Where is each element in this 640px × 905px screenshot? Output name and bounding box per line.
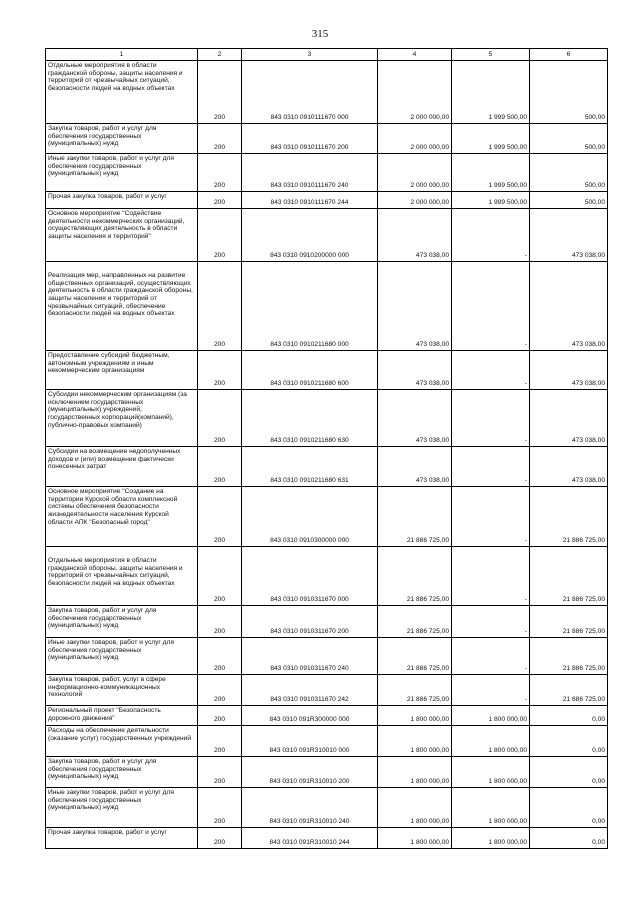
row-col4: 473 038,00: [378, 390, 452, 447]
page-number: 315: [311, 28, 329, 40]
row-col5: -: [452, 638, 530, 675]
row-col4: 2 000 000,00: [378, 192, 452, 209]
row-name: Субсидии на возмещение недополученных доходов и (или) возмещение фактически понесенных затрат: [46, 447, 198, 487]
table-row: [46, 706, 608, 726]
row-name: Прочая закупка товаров, работ и услуг: [46, 192, 198, 209]
column-header: 2: [198, 49, 242, 61]
row-code: 843 0310 0910211680 631: [242, 447, 378, 487]
table-row: [46, 606, 608, 638]
row-col2: 200: [198, 209, 242, 262]
table-row: [46, 154, 608, 192]
row-col2: 200: [198, 351, 242, 390]
row-col2: 200: [198, 487, 242, 547]
row-col2: 200: [198, 788, 242, 828]
table-row: [46, 209, 608, 262]
row-code: 843 0310 0910311670 242: [242, 675, 378, 706]
row-col5: -: [452, 390, 530, 447]
row-col5: -: [452, 351, 530, 390]
row-col4: 473 038,00: [378, 209, 452, 262]
row-name: Иные закупки товаров, работ и услуг для обеспечения государственных (муниципальных) нужд: [46, 154, 198, 192]
row-col5: -: [452, 209, 530, 262]
row-col2: 200: [198, 547, 242, 606]
table-row: [46, 390, 608, 447]
row-col5: 1 800 000,00: [452, 757, 530, 788]
table-row: [46, 828, 608, 849]
row-col4: 21 886 725,00: [378, 487, 452, 547]
row-col6: 21 886 725,00: [530, 638, 608, 675]
row-name: Основное мероприятие "Создание на территории Курской области комплексной системы обеспечения безопасности жизнедеятельности населения Курской области АПК "Безопасный город": [46, 487, 198, 547]
column-header: 1: [46, 49, 198, 61]
budget-table: [45, 48, 608, 849]
row-code: 843 0310 0910300000 000: [242, 487, 378, 547]
table-row: [46, 788, 608, 828]
table-row: [46, 124, 608, 154]
row-col4: 1 800 000,00: [378, 757, 452, 788]
row-col2: 200: [198, 124, 242, 154]
row-col6: 473 038,00: [530, 447, 608, 487]
row-col5: -: [452, 606, 530, 638]
row-col4: 21 886 725,00: [378, 638, 452, 675]
row-col5: 1 999 500,00: [452, 192, 530, 209]
row-col6: 473 038,00: [530, 390, 608, 447]
table-row: [46, 351, 608, 390]
row-name: Отдельные мероприятия в области гражданской обороны, защиты населения и территорий от чрезвычайных ситуаций, безопасности людей на водных объектах: [46, 547, 198, 606]
row-name: Закупка товаров, работ, услуг в сфере информационно-коммуникационных технологий: [46, 675, 198, 706]
table-row: [46, 447, 608, 487]
row-col5: 1 800 000,00: [452, 706, 530, 726]
column-header: 5: [452, 49, 530, 61]
row-code: 843 0310 0910200000 000: [242, 209, 378, 262]
row-col6: 500,00: [530, 61, 608, 124]
row-col2: 200: [198, 706, 242, 726]
row-code: 843 0310 0910211680 630: [242, 390, 378, 447]
row-name: Прочая закупка товаров, работ и услуг: [46, 828, 198, 849]
row-col2: 200: [198, 61, 242, 124]
row-col2: 200: [198, 726, 242, 757]
row-col4: 473 038,00: [378, 447, 452, 487]
table-row: [46, 726, 608, 757]
column-header: 3: [242, 49, 378, 61]
table-header-row: [46, 49, 608, 61]
row-name: Расходы на обеспечение деятельности (оказание услуг) государственных учреждений: [46, 726, 198, 757]
row-col6: 21 886 725,00: [530, 487, 608, 547]
row-col6: 21 886 725,00: [530, 675, 608, 706]
row-col5: 1 999 500,00: [452, 154, 530, 192]
row-col5: -: [452, 547, 530, 606]
table-row: [46, 638, 608, 675]
row-col4: 1 800 000,00: [378, 828, 452, 849]
row-code: 843 0310 0910111670 240: [242, 154, 378, 192]
row-col2: 200: [198, 828, 242, 849]
row-name: Закупка товаров, работ и услуг для обеспечения государственных (муниципальных) нужд: [46, 757, 198, 788]
row-col2: 200: [198, 447, 242, 487]
row-name: Иные закупки товаров, работ и услуг для обеспечения государственных (муниципальных) нужд: [46, 788, 198, 828]
row-col2: 200: [198, 606, 242, 638]
row-code: 843 0310 091R310010 200: [242, 757, 378, 788]
row-code: 843 0310 091R310010 000: [242, 726, 378, 757]
row-col4: 473 038,00: [378, 351, 452, 390]
row-col5: -: [452, 262, 530, 351]
row-name: Основное мероприятие "Содействие деятельности некоммерческих организаций, осуществляющих деятельность в области защиты населения и территорий": [46, 209, 198, 262]
table-row: [46, 262, 608, 351]
row-code: 843 0310 0910311670 000: [242, 547, 378, 606]
table-row: [46, 487, 608, 547]
row-col4: 2 000 000,00: [378, 61, 452, 124]
row-name: Иные закупки товаров, работ и услуг для обеспечения государственных (муниципальных) нужд: [46, 638, 198, 675]
row-code: 843 0310 091R310010 240: [242, 788, 378, 828]
row-name: Закупка товаров, работ и услуг для обеспечения государственных (муниципальных) нужд: [46, 606, 198, 638]
row-col6: 0,00: [530, 788, 608, 828]
row-code: 843 0310 0910311670 240: [242, 638, 378, 675]
row-code: 843 0310 0910111670 000: [242, 61, 378, 124]
row-col6: 21 886 725,00: [530, 547, 608, 606]
row-code: 843 0310 0910311670 200: [242, 606, 378, 638]
row-col6: 500,00: [530, 192, 608, 209]
row-col5: 1 999 500,00: [452, 61, 530, 124]
table-row: [46, 757, 608, 788]
row-col2: 200: [198, 154, 242, 192]
row-name: Предоставление субсидий бюджетным, автономным учреждениям и иным некоммерческим организациям: [46, 351, 198, 390]
row-col4: 2 000 000,00: [378, 124, 452, 154]
row-col5: 1 800 000,00: [452, 788, 530, 828]
row-col6: 500,00: [530, 154, 608, 192]
table-row: [46, 61, 608, 124]
row-name: Региональный проект "Безопасность дорожного движения": [46, 706, 198, 726]
row-name: Отдельные мероприятия в области гражданской обороны, защиты населения и территорий от чрезвычайных ситуаций, безопасности людей на водных объектах: [46, 61, 198, 124]
row-col2: 200: [198, 757, 242, 788]
table-row: [46, 547, 608, 606]
row-col4: 1 800 000,00: [378, 726, 452, 757]
row-col5: 1 800 000,00: [452, 726, 530, 757]
row-col5: 1 999 500,00: [452, 124, 530, 154]
row-name: Субсидии некоммерческим организациям (за исключением государственных (муниципальных) учреждений, государственных корпораций(компаний), публично-правовых компаний): [46, 390, 198, 447]
row-col2: 200: [198, 192, 242, 209]
row-col5: 1 800 000,00: [452, 828, 530, 849]
row-col4: 1 800 000,00: [378, 788, 452, 828]
row-col6: 0,00: [530, 706, 608, 726]
row-col4: 21 886 725,00: [378, 547, 452, 606]
row-code: 843 0310 0910211680 600: [242, 351, 378, 390]
row-code: 843 0310 091R300000 000: [242, 706, 378, 726]
table-row: [46, 675, 608, 706]
row-col6: 473 038,00: [530, 351, 608, 390]
row-name: Реализация мер, направленных на развитие общественных организаций, осуществляющих деятельность в области гражданской обороны, защиты населения и территорий от чрезвычайных ситуаций, обеспечение безопасности людей на водных объектах: [46, 262, 198, 351]
table-row: [46, 192, 608, 209]
row-col2: 200: [198, 675, 242, 706]
row-col4: 21 886 725,00: [378, 606, 452, 638]
row-col6: 500,00: [530, 124, 608, 154]
row-col2: 200: [198, 262, 242, 351]
row-code: 843 0310 0910111670 244: [242, 192, 378, 209]
column-header: 4: [378, 49, 452, 61]
row-col6: 21 886 725,00: [530, 606, 608, 638]
column-header: 6: [530, 49, 608, 61]
row-col6: 473 038,00: [530, 209, 608, 262]
row-col5: -: [452, 447, 530, 487]
row-col4: 21 886 725,00: [378, 675, 452, 706]
row-col6: 0,00: [530, 757, 608, 788]
row-col2: 200: [198, 390, 242, 447]
row-code: 843 0310 0910211680 000: [242, 262, 378, 351]
row-col5: -: [452, 675, 530, 706]
row-col6: 473 038,00: [530, 262, 608, 351]
row-col4: 1 800 000,00: [378, 706, 452, 726]
row-col6: 0,00: [530, 726, 608, 757]
row-code: 843 0310 0910111670 200: [242, 124, 378, 154]
row-col5: -: [452, 487, 530, 547]
row-col6: 0,00: [530, 828, 608, 849]
row-col4: 473 038,00: [378, 262, 452, 351]
row-col4: 2 000 000,00: [378, 154, 452, 192]
row-col2: 200: [198, 638, 242, 675]
row-code: 843 0310 091R310010 244: [242, 828, 378, 849]
row-name: Закупка товаров, работ и услуг для обеспечения государственных (муниципальных) нужд: [46, 124, 198, 154]
